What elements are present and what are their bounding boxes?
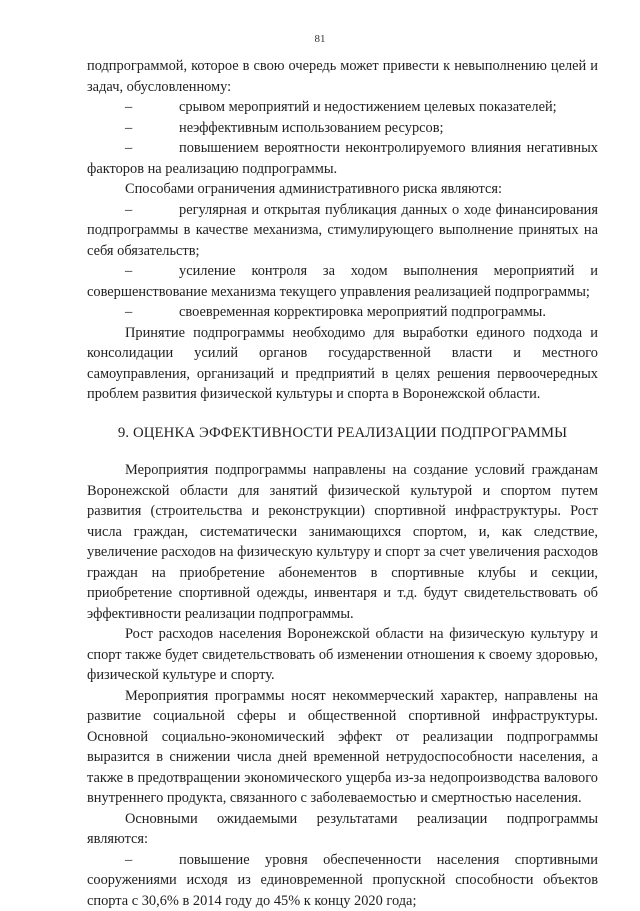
dash-marker: – (125, 850, 179, 871)
list-item-way-3 (87, 302, 598, 323)
list-item-text: повышение уровня обеспеченности населения спортивными сооружениями исходя из единовременной пропускной способности объектов спорта с 30,6% в 2014 году до 45% к концу 2020 года; (87, 852, 598, 909)
page-content (87, 56, 598, 911)
dash-marker: – (125, 97, 179, 118)
section-heading: 9. ОЦЕНКА ЭФФЕКТИВНОСТИ РЕАЛИЗАЦИИ ПОДПРОГРАММЫ (87, 423, 598, 444)
dash-marker: – (125, 138, 179, 159)
paragraph-expenses: Рост расходов населения Воронежской области на физическую культуру и спорт также будет свидетельствовать об изменении отношения к своему здоровью, физической культуре и спорту. (87, 624, 598, 686)
list-item-risk-3 (87, 138, 598, 179)
dash-marker: – (125, 302, 179, 323)
list-item-text: срывом мероприятий и недостижением целевых показателей; (179, 99, 557, 115)
dash-marker: – (125, 261, 179, 282)
list-item-way-2 (87, 261, 598, 302)
paragraph-ways-intro: Способами ограничения административного риска являются: (87, 179, 598, 200)
list-item-text: своевременная корректировка мероприятий подпрограммы. (179, 304, 546, 320)
list-item-text: неэффективным использованием ресурсов; (179, 120, 444, 136)
paragraph-effect: Мероприятия программы носят некоммерческий характер, направлены на развитие социальной сферы и общественной спортивной инфраструктуры. Основной социально-экономический эффект от реализации подпрограммы выразится в снижении числа дней временной нетрудоспособности населения, а также в предотвращении экономического ущерба из-за недопроизводства валового внутреннего продукта, связанного с заболеваемостью и смертностью населения. (87, 686, 598, 809)
list-item-text: повышением вероятности неконтролируемого влияния негативных факторов на реализацию подпрограммы. (87, 140, 598, 177)
paragraph-conclusion: Принятие подпрограммы необходимо для выработки единого подхода и консолидации усилий органов государственной власти и местного самоуправления, организаций и предприятий в целях решения первоочередных проблем развития физической культуры и спорта в Воронежской области. (87, 323, 598, 405)
dash-marker: – (125, 118, 179, 139)
paragraph-intro: подпрограммой, которое в свою очередь может привести к невыполнению целей и задач, обусловленному: (87, 56, 598, 97)
list-item-risk-1 (87, 97, 598, 118)
list-item-text: усиление контроля за ходом выполнения мероприятий и совершенствование механизма текущего управления реализацией подпрограммы; (87, 263, 598, 300)
paragraph-results-intro: Основными ожидаемыми результатами реализации подпрограммы являются: (87, 809, 598, 850)
dash-marker: – (125, 200, 179, 221)
list-item-way-1 (87, 200, 598, 262)
list-item-text: регулярная и открытая публикация данных о ходе финансирования подпрограммы в качестве механизма, стимулирующего выполнение принятых на себя обязательств; (87, 202, 598, 259)
page-number: 81 (0, 33, 640, 45)
paragraph-measures: Мероприятия подпрограммы направлены на создание условий гражданам Воронежской области для занятий физической культурой и спортом путем развития (строительства и реконструкции) спортивной инфраструктуры. Рост числа граждан, систематически занимающихся спортом, и, как следствие, увеличение расходов на физическую культуру и спорт за счет увеличения расходов граждан на приобретение абонементов в спортивные клубы и секции, приобретение спортивной одежды, инвентаря и т.д. будут свидетельствовать об эффективности реализации подпрограммы. (87, 460, 598, 624)
list-item-risk-2 (87, 118, 598, 139)
list-item-result-1 (87, 850, 598, 911)
